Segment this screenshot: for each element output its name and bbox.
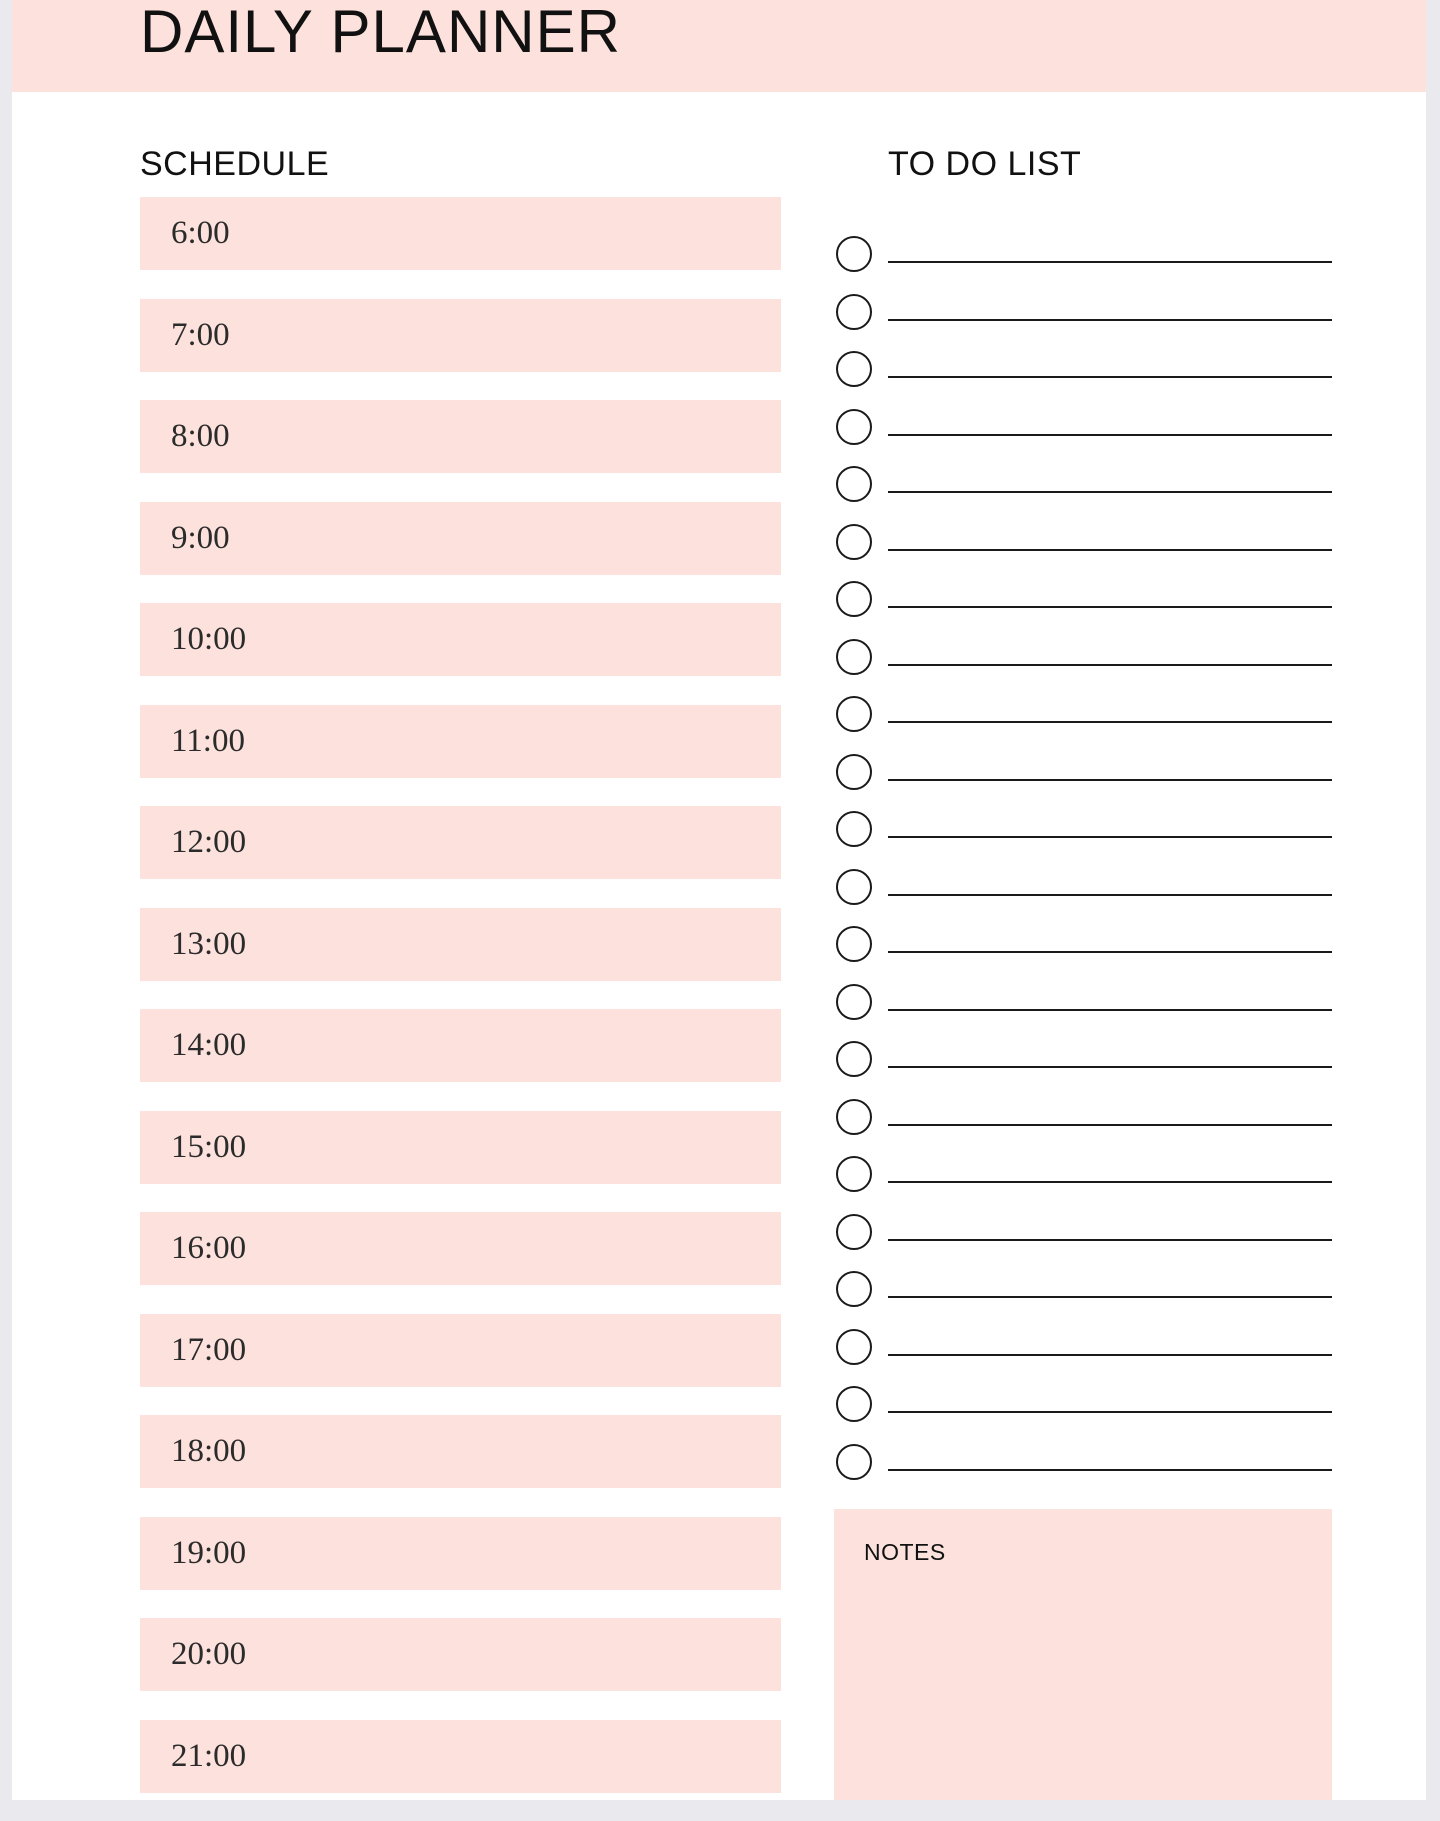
todo-item bbox=[836, 461, 1332, 519]
todo-entry-line[interactable] bbox=[888, 951, 1332, 953]
todo-entry-line[interactable] bbox=[888, 491, 1332, 493]
todo-item bbox=[836, 1381, 1332, 1439]
slot-time: 7:00 bbox=[171, 316, 230, 353]
todo-item bbox=[836, 921, 1332, 979]
slot-time: 15:00 bbox=[171, 1128, 247, 1165]
todo-item bbox=[836, 289, 1332, 347]
todo-checkbox-circle-icon[interactable] bbox=[836, 294, 872, 330]
slot-time: 10:00 bbox=[171, 621, 247, 657]
slot-time: 17:00 bbox=[171, 1331, 247, 1368]
slot-time: 16:00 bbox=[171, 1230, 247, 1266]
schedule-slot[interactable] bbox=[140, 1314, 781, 1387]
todo-entry-line[interactable] bbox=[888, 1354, 1332, 1356]
todo-checkbox-circle-icon[interactable] bbox=[836, 1271, 872, 1307]
todo-checkbox-circle-icon[interactable] bbox=[836, 236, 872, 272]
todo-item bbox=[836, 519, 1332, 577]
schedule-slot[interactable] bbox=[140, 1111, 781, 1184]
schedule-list bbox=[140, 197, 781, 1821]
todo-checkbox-circle-icon[interactable] bbox=[836, 1386, 872, 1422]
todo-checkbox-circle-icon[interactable] bbox=[836, 1444, 872, 1480]
schedule-slot[interactable] bbox=[140, 1517, 781, 1590]
todo-heading: TO DO LIST bbox=[888, 145, 1082, 183]
todo-item bbox=[836, 346, 1332, 404]
todo-item bbox=[836, 979, 1332, 1037]
schedule-slot[interactable] bbox=[140, 400, 781, 473]
slot-time: 6:00 bbox=[171, 215, 230, 251]
todo-entry-line[interactable] bbox=[888, 779, 1332, 781]
schedule-heading: SCHEDULE bbox=[140, 145, 330, 183]
todo-item bbox=[836, 1266, 1332, 1324]
todo-checkbox-circle-icon[interactable] bbox=[836, 639, 872, 675]
slot-time: 19:00 bbox=[171, 1534, 247, 1571]
todo-item bbox=[836, 576, 1332, 634]
todo-checkbox-circle-icon[interactable] bbox=[836, 754, 872, 790]
planner-page bbox=[12, 0, 1426, 1800]
todo-entry-line[interactable] bbox=[888, 261, 1332, 263]
todo-item bbox=[836, 806, 1332, 864]
schedule-slot[interactable] bbox=[140, 806, 781, 879]
todo-item bbox=[836, 1209, 1332, 1267]
todo-entry-line[interactable] bbox=[888, 376, 1332, 378]
todo-checkbox-circle-icon[interactable] bbox=[836, 984, 872, 1020]
page-title: DAILY PLANNER bbox=[140, 0, 621, 65]
todo-entry-line[interactable] bbox=[888, 434, 1332, 436]
schedule-slot[interactable] bbox=[140, 1415, 781, 1488]
schedule-slot[interactable] bbox=[140, 908, 781, 981]
todo-list bbox=[836, 231, 1332, 1496]
todo-checkbox-circle-icon[interactable] bbox=[836, 351, 872, 387]
todo-entry-line[interactable] bbox=[888, 836, 1332, 838]
todo-entry-line[interactable] bbox=[888, 549, 1332, 551]
todo-entry-line[interactable] bbox=[888, 606, 1332, 608]
todo-item bbox=[836, 1439, 1332, 1497]
notes-box[interactable] bbox=[834, 1509, 1332, 1800]
todo-checkbox-circle-icon[interactable] bbox=[836, 409, 872, 445]
todo-checkbox-circle-icon[interactable] bbox=[836, 869, 872, 905]
slot-time: 9:00 bbox=[171, 519, 230, 556]
todo-item bbox=[836, 1036, 1332, 1094]
slot-time: 8:00 bbox=[171, 418, 230, 454]
todo-entry-line[interactable] bbox=[888, 1239, 1332, 1241]
todo-entry-line[interactable] bbox=[888, 894, 1332, 896]
slot-time: 20:00 bbox=[171, 1636, 247, 1672]
slot-time: 13:00 bbox=[171, 925, 247, 962]
schedule-slot[interactable] bbox=[140, 299, 781, 372]
todo-entry-line[interactable] bbox=[888, 1124, 1332, 1126]
schedule-slot[interactable] bbox=[140, 502, 781, 575]
todo-checkbox-circle-icon[interactable] bbox=[836, 1041, 872, 1077]
schedule-slot[interactable] bbox=[140, 197, 781, 270]
todo-entry-line[interactable] bbox=[888, 1296, 1332, 1298]
todo-checkbox-circle-icon[interactable] bbox=[836, 1214, 872, 1250]
todo-entry-line[interactable] bbox=[888, 1469, 1332, 1471]
schedule-slot[interactable] bbox=[140, 1212, 781, 1285]
notes-label: NOTES bbox=[864, 1539, 946, 1565]
todo-checkbox-circle-icon[interactable] bbox=[836, 1156, 872, 1192]
todo-item bbox=[836, 404, 1332, 462]
schedule-slot[interactable] bbox=[140, 603, 781, 676]
todo-checkbox-circle-icon[interactable] bbox=[836, 1099, 872, 1135]
slot-time: 14:00 bbox=[171, 1027, 247, 1063]
todo-entry-line[interactable] bbox=[888, 1066, 1332, 1068]
todo-checkbox-circle-icon[interactable] bbox=[836, 696, 872, 732]
todo-entry-line[interactable] bbox=[888, 319, 1332, 321]
todo-item bbox=[836, 634, 1332, 692]
slot-time: 11:00 bbox=[171, 722, 245, 759]
todo-checkbox-circle-icon[interactable] bbox=[836, 466, 872, 502]
todo-item bbox=[836, 231, 1332, 289]
slot-time: 21:00 bbox=[171, 1737, 247, 1774]
header-band bbox=[12, 0, 1426, 92]
todo-item bbox=[836, 1094, 1332, 1152]
todo-item bbox=[836, 864, 1332, 922]
schedule-slot[interactable] bbox=[140, 1618, 781, 1691]
schedule-slot[interactable] bbox=[140, 1009, 781, 1082]
todo-entry-line[interactable] bbox=[888, 1009, 1332, 1011]
todo-entry-line[interactable] bbox=[888, 664, 1332, 666]
todo-entry-line[interactable] bbox=[888, 1181, 1332, 1183]
todo-item bbox=[836, 749, 1332, 807]
todo-checkbox-circle-icon[interactable] bbox=[836, 1329, 872, 1365]
todo-checkbox-circle-icon[interactable] bbox=[836, 926, 872, 962]
todo-item bbox=[836, 1324, 1332, 1382]
todo-item bbox=[836, 691, 1332, 749]
schedule-slot[interactable] bbox=[140, 1720, 781, 1793]
slot-time: 12:00 bbox=[171, 824, 247, 860]
todo-checkbox-circle-icon[interactable] bbox=[836, 524, 872, 560]
schedule-slot[interactable] bbox=[140, 705, 781, 778]
slot-time: 18:00 bbox=[171, 1433, 247, 1469]
todo-entry-line[interactable] bbox=[888, 1411, 1332, 1413]
todo-checkbox-circle-icon[interactable] bbox=[836, 811, 872, 847]
todo-item bbox=[836, 1151, 1332, 1209]
todo-checkbox-circle-icon[interactable] bbox=[836, 581, 872, 617]
todo-entry-line[interactable] bbox=[888, 721, 1332, 723]
